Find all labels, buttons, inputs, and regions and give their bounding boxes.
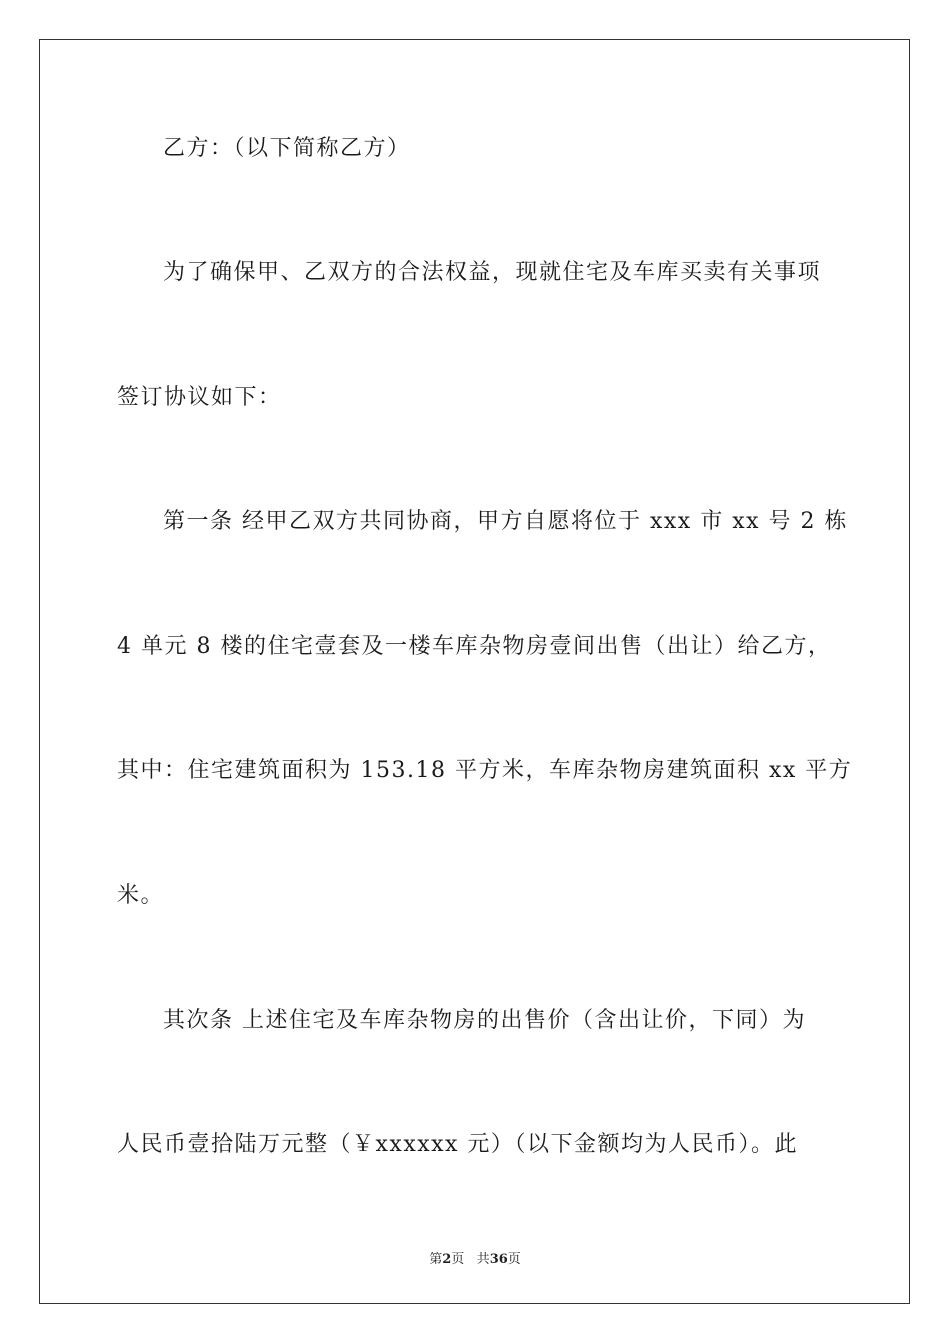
page-footer (0, 1248, 950, 1267)
paragraph-line-agreement: 签订协议如下： (117, 385, 282, 410)
footer-total-suffix: 页 (507, 1252, 521, 1267)
paragraph-line-article-2-cont: 人民币壹拾陆万元整（￥xxxxxx 元）（以下金额均为人民币）。此 (117, 1132, 798, 1157)
footer-page-suffix: 页 (451, 1252, 465, 1267)
paragraph-line-article-2: 其次条 上述住宅及车库杂物房的出售价（含出让价，下同）为 (163, 1008, 806, 1033)
paragraph-line-article-1: 第一条 经甲乙双方共同协商，甲方自愿将位于 xxx 市 xx 号 2 栋 (163, 509, 848, 534)
footer-page-number: 2 (442, 1252, 452, 1267)
paragraph-line-article-1-cont-3: 米。 (117, 883, 165, 908)
footer-total-pages: 36 (489, 1252, 508, 1267)
page-border (39, 39, 910, 1304)
paragraph-line-article-1-cont-1: 4 单元 8 楼的住宅壹套及一楼车库杂物房壹间出售（出让）给乙方， (117, 634, 832, 659)
footer-page-prefix: 第 (429, 1252, 443, 1267)
footer-total-prefix: 共 (476, 1252, 490, 1267)
paragraph-line-party-b: 乙方：（以下简称乙方） (163, 136, 411, 161)
paragraph-line-purpose: 为了确保甲、乙双方的合法权益，现就住宅及车库买卖有关事项 (163, 260, 822, 285)
paragraph-line-article-1-cont-2: 其中：住宅建筑面积为 153.18 平方米，车库杂物房建筑面积 xx 平方 (117, 758, 853, 783)
